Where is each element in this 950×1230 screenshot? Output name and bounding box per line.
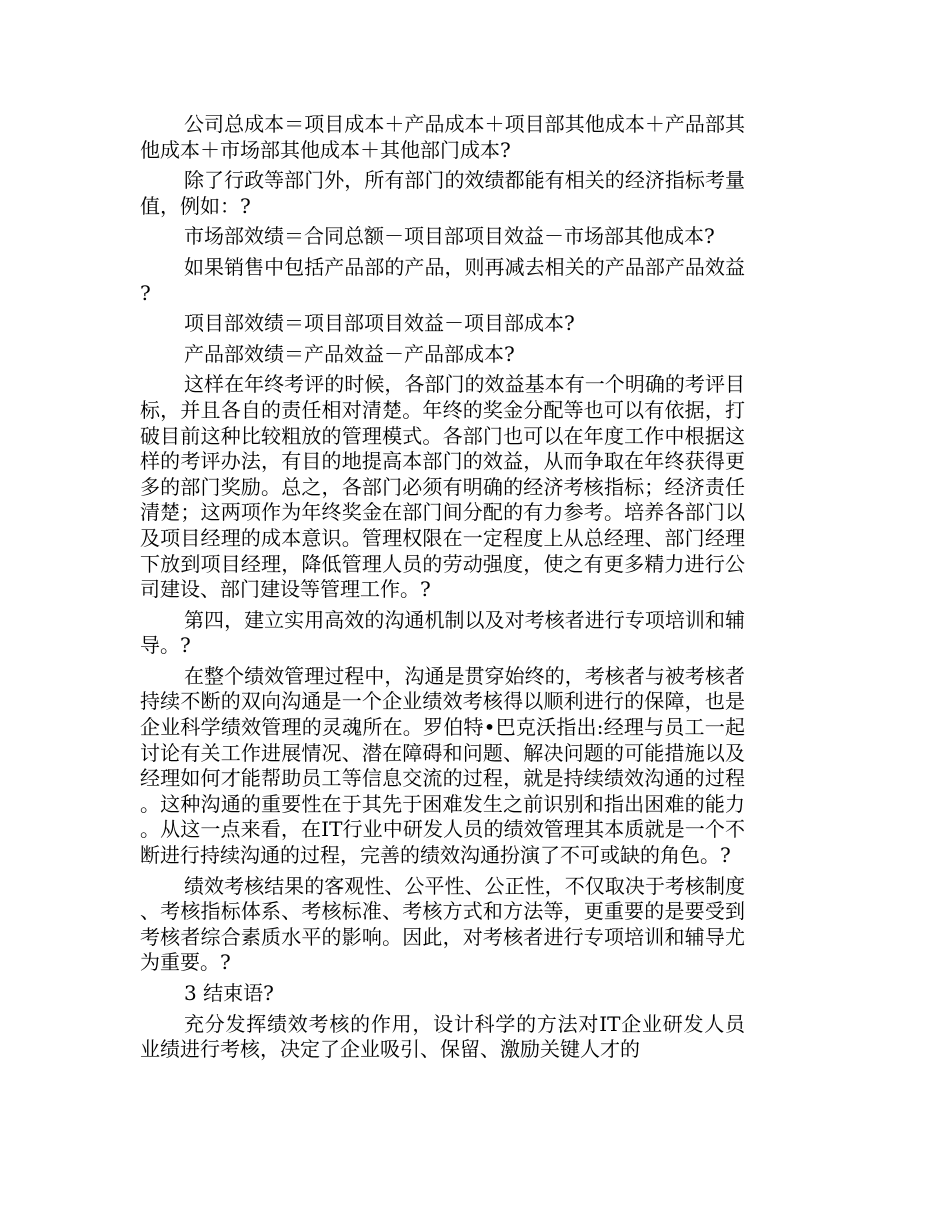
paragraph-project-performance: 项目部效绩＝项目部项目效益－项目部成本? <box>184 311 575 336</box>
paragraph-assessor-training: 绩效考核结果的客观性、公平性、公正性，不仅取决于考核制度、考核指标体系、考核标准、考核方式和方法等，更重要的是要受到考核者综合素质水平的影响。因此，对考核者进行专项培训和辅导尤为重要。? <box>140 873 745 975</box>
paragraph-conclusion: 充分发挥绩效考核的作用，设计科学的方法对IT企业研发人员业绩进行考核，决定了企业吸引、保留、激励关键人才的 <box>140 1011 745 1062</box>
paragraph-communication: 在整个绩效管理过程中，沟通是贯穿始终的，考核者与被考核者持续不断的双向沟通是一个企业绩效考核得以顺利进行的保障，也是企业科学绩效管理的灵魂所在。罗伯特•巴克沃指出:经理与员工一起讨论有关工作进展情况、潜在障碍和问题、解决问题的可能措施以及经理如何才能帮助员工等信息交流的过程，就是持续绩效沟通的过程。这种沟通的重要性在于其先于困难发生之前识别和指出困难的能力。从这一点来看，在IT行业中研发人员的绩效管理其本质就是一个不断进行持续沟通的过程，完善的绩效沟通扮演了不可或缺的角色。? <box>140 663 745 868</box>
paragraph-product-performance: 产品部效绩＝产品效益－产品部成本? <box>184 341 515 366</box>
paragraph-market-performance: 市场部效绩＝合同总额－项目部项目效益－市场部其他成本? <box>184 224 715 249</box>
paragraph-year-end-evaluation: 这样在年终考评的时候，各部门的效益基本有一个明确的考评目标，并且各自的责任相对清楚。年终的奖金分配等也可以有依据，打破目前这种比较粗放的管理模式。各部门也可以在年度工作中根据这样的考评办法，有目的地提高本部门的效益，从而争取在年终获得更多的部门奖励。总之，各部门必须有明确的经济考核指标；经济责任清楚；这两项作为年终奖金在部门间分配的有力参考。培养各部门以及项目经理的成本意识。管理权限在一定程度上从总经理、部门经理下放到项目经理，降低管理人员的劳动强度，使之有更多精力进行公司建设、部门建设等管理工作。? <box>140 372 745 602</box>
document-body <box>140 112 745 1068</box>
paragraph-product-sales: 如果销售中包括产品部的产品，则再减去相关的产品部产品效益? <box>140 254 745 305</box>
section-heading-conclusion: 3 结束语? <box>184 981 274 1005</box>
paragraph-total-cost: 公司总成本＝项目成本＋产品成本＋项目部其他成本＋产品部其他成本＋市场部其他成本＋其他部门成本? <box>140 112 745 162</box>
paragraph-fourth-measure: 第四，建立实用高效的沟通机制以及对考核者进行专项培训和辅导。? <box>140 607 745 658</box>
paragraph-department-indicators: 除了行政等部门外，所有部门的效绩都能有相关的经济指标考量值，例如：? <box>140 168 745 218</box>
